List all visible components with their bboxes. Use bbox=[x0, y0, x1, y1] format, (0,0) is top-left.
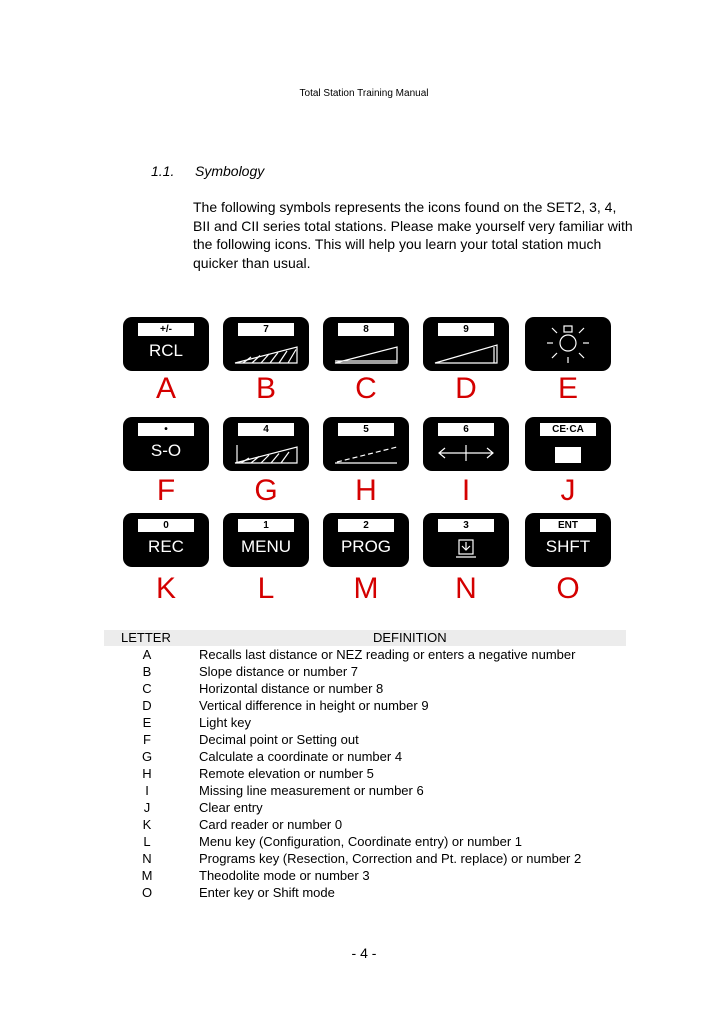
row-letter: D bbox=[142, 698, 152, 713]
row-definition: Light key bbox=[199, 715, 252, 730]
table-row bbox=[104, 816, 626, 833]
row-definition: Recalls last distance or NEZ reading or enters a negative number bbox=[199, 647, 576, 662]
light-bulb-icon bbox=[525, 317, 611, 371]
table-row bbox=[104, 714, 626, 731]
key-main-label: RCL bbox=[148, 341, 183, 360]
key-main-label: MENU bbox=[240, 537, 292, 556]
key-top-label: +/- bbox=[138, 323, 194, 336]
row-definition: Vertical difference in height or number 9 bbox=[199, 698, 429, 713]
row-definition: Programs key (Resection, Correction and Pt. replace) or number 2 bbox=[199, 851, 582, 866]
table-row bbox=[104, 748, 626, 765]
key-top-label: 5 bbox=[338, 423, 394, 436]
row-letter: F bbox=[143, 732, 151, 747]
key-letter: B bbox=[255, 372, 276, 405]
row-definition: Clear entry bbox=[199, 800, 263, 815]
horizontal-distance-icon bbox=[323, 317, 409, 371]
key-top-label: ENT bbox=[540, 519, 596, 532]
table-row bbox=[104, 884, 626, 901]
key-d bbox=[423, 317, 509, 371]
section-heading bbox=[151, 163, 264, 179]
key-a bbox=[123, 317, 209, 371]
key-k bbox=[123, 513, 209, 567]
key-top-label: 8 bbox=[338, 323, 394, 336]
table-row bbox=[104, 833, 626, 850]
row-letter: O bbox=[141, 885, 153, 900]
key-top-label: • bbox=[138, 423, 194, 436]
row-letter: G bbox=[141, 749, 153, 764]
table-row bbox=[104, 680, 626, 697]
key-b bbox=[223, 317, 309, 371]
vertical-difference-icon bbox=[423, 317, 509, 371]
key-letter: A bbox=[155, 372, 176, 405]
section-number: 1.1. bbox=[151, 163, 175, 179]
table-row bbox=[104, 646, 626, 663]
key-top-label: 0 bbox=[138, 519, 194, 532]
row-letter: J bbox=[143, 800, 151, 815]
key-top-label: 3 bbox=[438, 519, 494, 532]
key-letter: C bbox=[355, 372, 377, 405]
key-h bbox=[323, 417, 409, 471]
key-g bbox=[223, 417, 309, 471]
key-main-label: S-O bbox=[150, 441, 182, 460]
row-definition: Enter key or Shift mode bbox=[199, 885, 335, 900]
theodolite-icon bbox=[423, 513, 509, 567]
calculate-coordinate-icon bbox=[223, 417, 309, 471]
row-definition: Theodolite mode or number 3 bbox=[199, 868, 370, 883]
key-m bbox=[323, 513, 409, 567]
row-definition: Card reader or number 0 bbox=[199, 817, 343, 832]
key-top-label: 2 bbox=[338, 519, 394, 532]
row-definition: Horizontal distance or number 8 bbox=[199, 681, 384, 696]
table-row bbox=[104, 782, 626, 799]
running-header: Total Station Training Manual bbox=[299, 88, 429, 99]
key-letter: M bbox=[353, 572, 379, 605]
key-c bbox=[323, 317, 409, 371]
key-e bbox=[525, 317, 611, 371]
intro-paragraph: The following symbols represents the icons found on the SET2, 3, 4, BII and CII series total stations. Please make yourself very familiar with the following icons. This will help you learn your total station much quicker than usual. bbox=[193, 199, 633, 271]
key-letter: E bbox=[557, 372, 578, 405]
key-main-label: SHFT bbox=[545, 537, 591, 556]
row-letter: H bbox=[142, 766, 152, 781]
table-row bbox=[104, 731, 626, 748]
table-row bbox=[104, 850, 626, 867]
table-row bbox=[104, 765, 626, 782]
row-definition: Decimal point or Setting out bbox=[199, 732, 359, 747]
key-letter: F bbox=[156, 474, 176, 507]
key-j bbox=[525, 417, 611, 471]
key-top-label: CE·CA bbox=[540, 423, 596, 436]
table-row bbox=[104, 867, 626, 884]
table-header bbox=[104, 630, 626, 646]
row-letter: I bbox=[145, 783, 149, 798]
row-definition: Calculate a coordinate or number 4 bbox=[199, 749, 403, 764]
key-letter: J bbox=[560, 474, 576, 507]
row-letter: N bbox=[142, 851, 152, 866]
table-row bbox=[104, 697, 626, 714]
row-letter: E bbox=[142, 715, 152, 730]
page-number: - 4 - bbox=[351, 945, 377, 961]
key-letter: O bbox=[556, 572, 580, 605]
key-letter: K bbox=[155, 572, 176, 605]
missing-line-icon bbox=[423, 417, 509, 471]
key-top-label: 9 bbox=[438, 323, 494, 336]
key-top-label: 4 bbox=[238, 423, 294, 436]
key-letter: N bbox=[455, 572, 477, 605]
row-letter: L bbox=[143, 834, 151, 849]
key-top-label: 6 bbox=[438, 423, 494, 436]
row-letter: C bbox=[142, 681, 152, 696]
row-letter: B bbox=[142, 664, 152, 679]
row-letter: K bbox=[142, 817, 152, 832]
section-title: Symbology bbox=[195, 163, 265, 179]
row-letter: M bbox=[141, 868, 153, 883]
row-definition: Menu key (Configuration, Coordinate entry) or number 1 bbox=[199, 834, 522, 849]
key-n bbox=[423, 513, 509, 567]
key-letter: L bbox=[257, 572, 275, 605]
row-definition: Missing line measurement or number 6 bbox=[199, 783, 424, 798]
table-row bbox=[104, 799, 626, 816]
key-l bbox=[223, 513, 309, 567]
row-definition: Remote elevation or number 5 bbox=[199, 766, 374, 781]
clear-box-icon bbox=[525, 417, 611, 471]
key-main-label: REC bbox=[148, 537, 184, 556]
key-f bbox=[123, 417, 209, 471]
row-letter: A bbox=[142, 647, 152, 662]
keypad-figure bbox=[109, 303, 625, 611]
key-letter: I bbox=[461, 474, 471, 507]
table-row bbox=[104, 663, 626, 680]
key-letter: G bbox=[254, 474, 278, 507]
definition-table bbox=[104, 630, 626, 901]
key-main-label: PROG bbox=[340, 537, 392, 556]
key-letter: D bbox=[455, 372, 477, 405]
row-definition: Slope distance or number 7 bbox=[199, 664, 358, 679]
key-top-label: 7 bbox=[238, 323, 294, 336]
key-letter: H bbox=[355, 474, 377, 507]
header-letter: LETTER bbox=[121, 630, 171, 645]
header-definition: DEFINITION bbox=[373, 630, 447, 645]
key-o bbox=[525, 513, 611, 567]
remote-elevation-icon bbox=[323, 417, 409, 471]
slope-distance-icon bbox=[223, 317, 309, 371]
key-i bbox=[423, 417, 509, 471]
key-top-label: 1 bbox=[238, 519, 294, 532]
